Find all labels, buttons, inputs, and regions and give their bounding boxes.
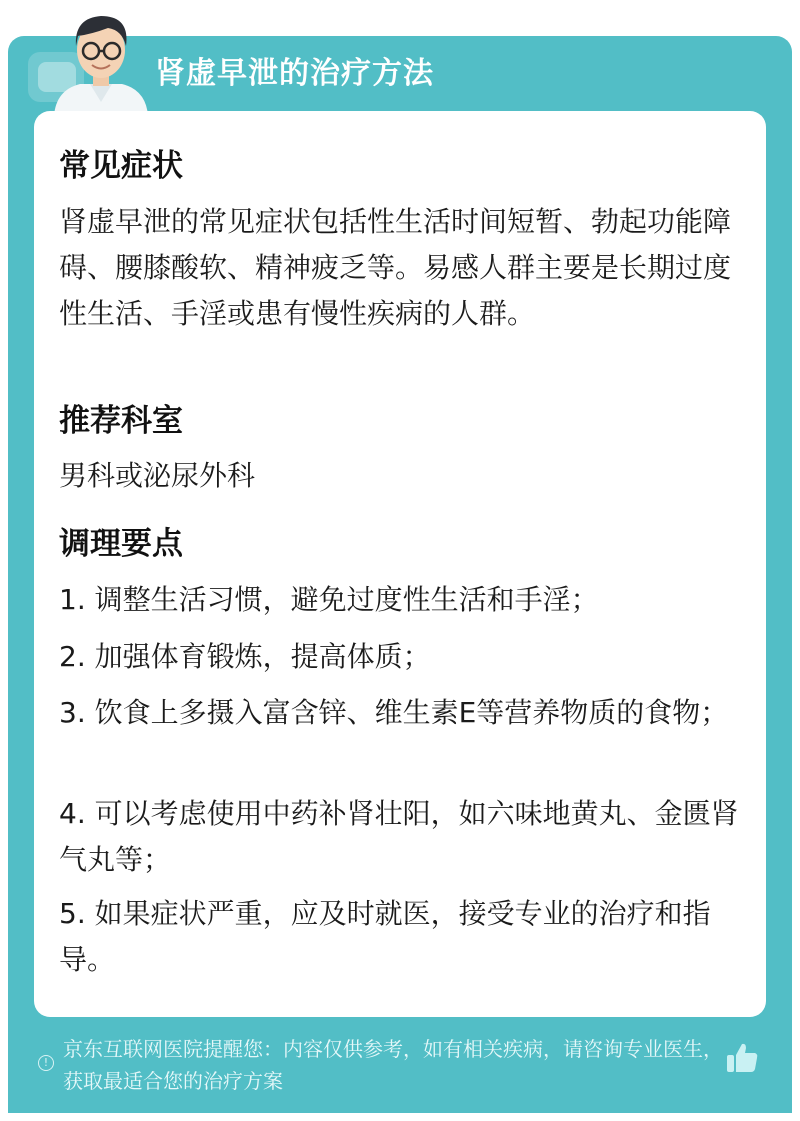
- section-heading-symptoms: 常见症状: [59, 148, 183, 184]
- footer-notice: 京东互联网医院提醒您：内容仅供参考，如有相关疾病，请咨询专业医生，获取最适合您的治疗方案: [63, 1037, 723, 1093]
- thumbs-up-icon[interactable]: [724, 1040, 760, 1076]
- care-item: 3. 饮食上多摄入富含锌、维生素E等营养物质的食物；: [59, 696, 729, 729]
- section-heading-department: 推荐科室: [59, 403, 183, 439]
- care-item: 5. 如果症状严重，应及时就医，接受专业的治疗和指导。: [59, 897, 711, 976]
- care-item: 1. 调整生活习惯，避免过度性生活和手淫；: [59, 583, 599, 616]
- page-title: 肾虚早泄的治疗方法: [155, 56, 434, 91]
- department-text: 男科或泌尿外科: [59, 459, 256, 492]
- section-heading-care: 调理要点: [59, 526, 183, 562]
- symptoms-text: 肾虚早泄的常见症状包括性生活时间短暂、勃起功能障碍、腰膝酸软、精神疲乏等。易感人群主要是长期过度性生活、手淫或患有慢性疾病的人群。: [59, 205, 732, 330]
- info-icon: !: [38, 1055, 54, 1071]
- doctor-avatar-icon: [46, 6, 156, 116]
- care-item: 4. 可以考虑使用中药补肾壮阳，如六味地黄丸、金匮肾气丸等；: [59, 797, 739, 876]
- care-item: 2. 加强体育锻炼，提高体质；: [59, 640, 431, 673]
